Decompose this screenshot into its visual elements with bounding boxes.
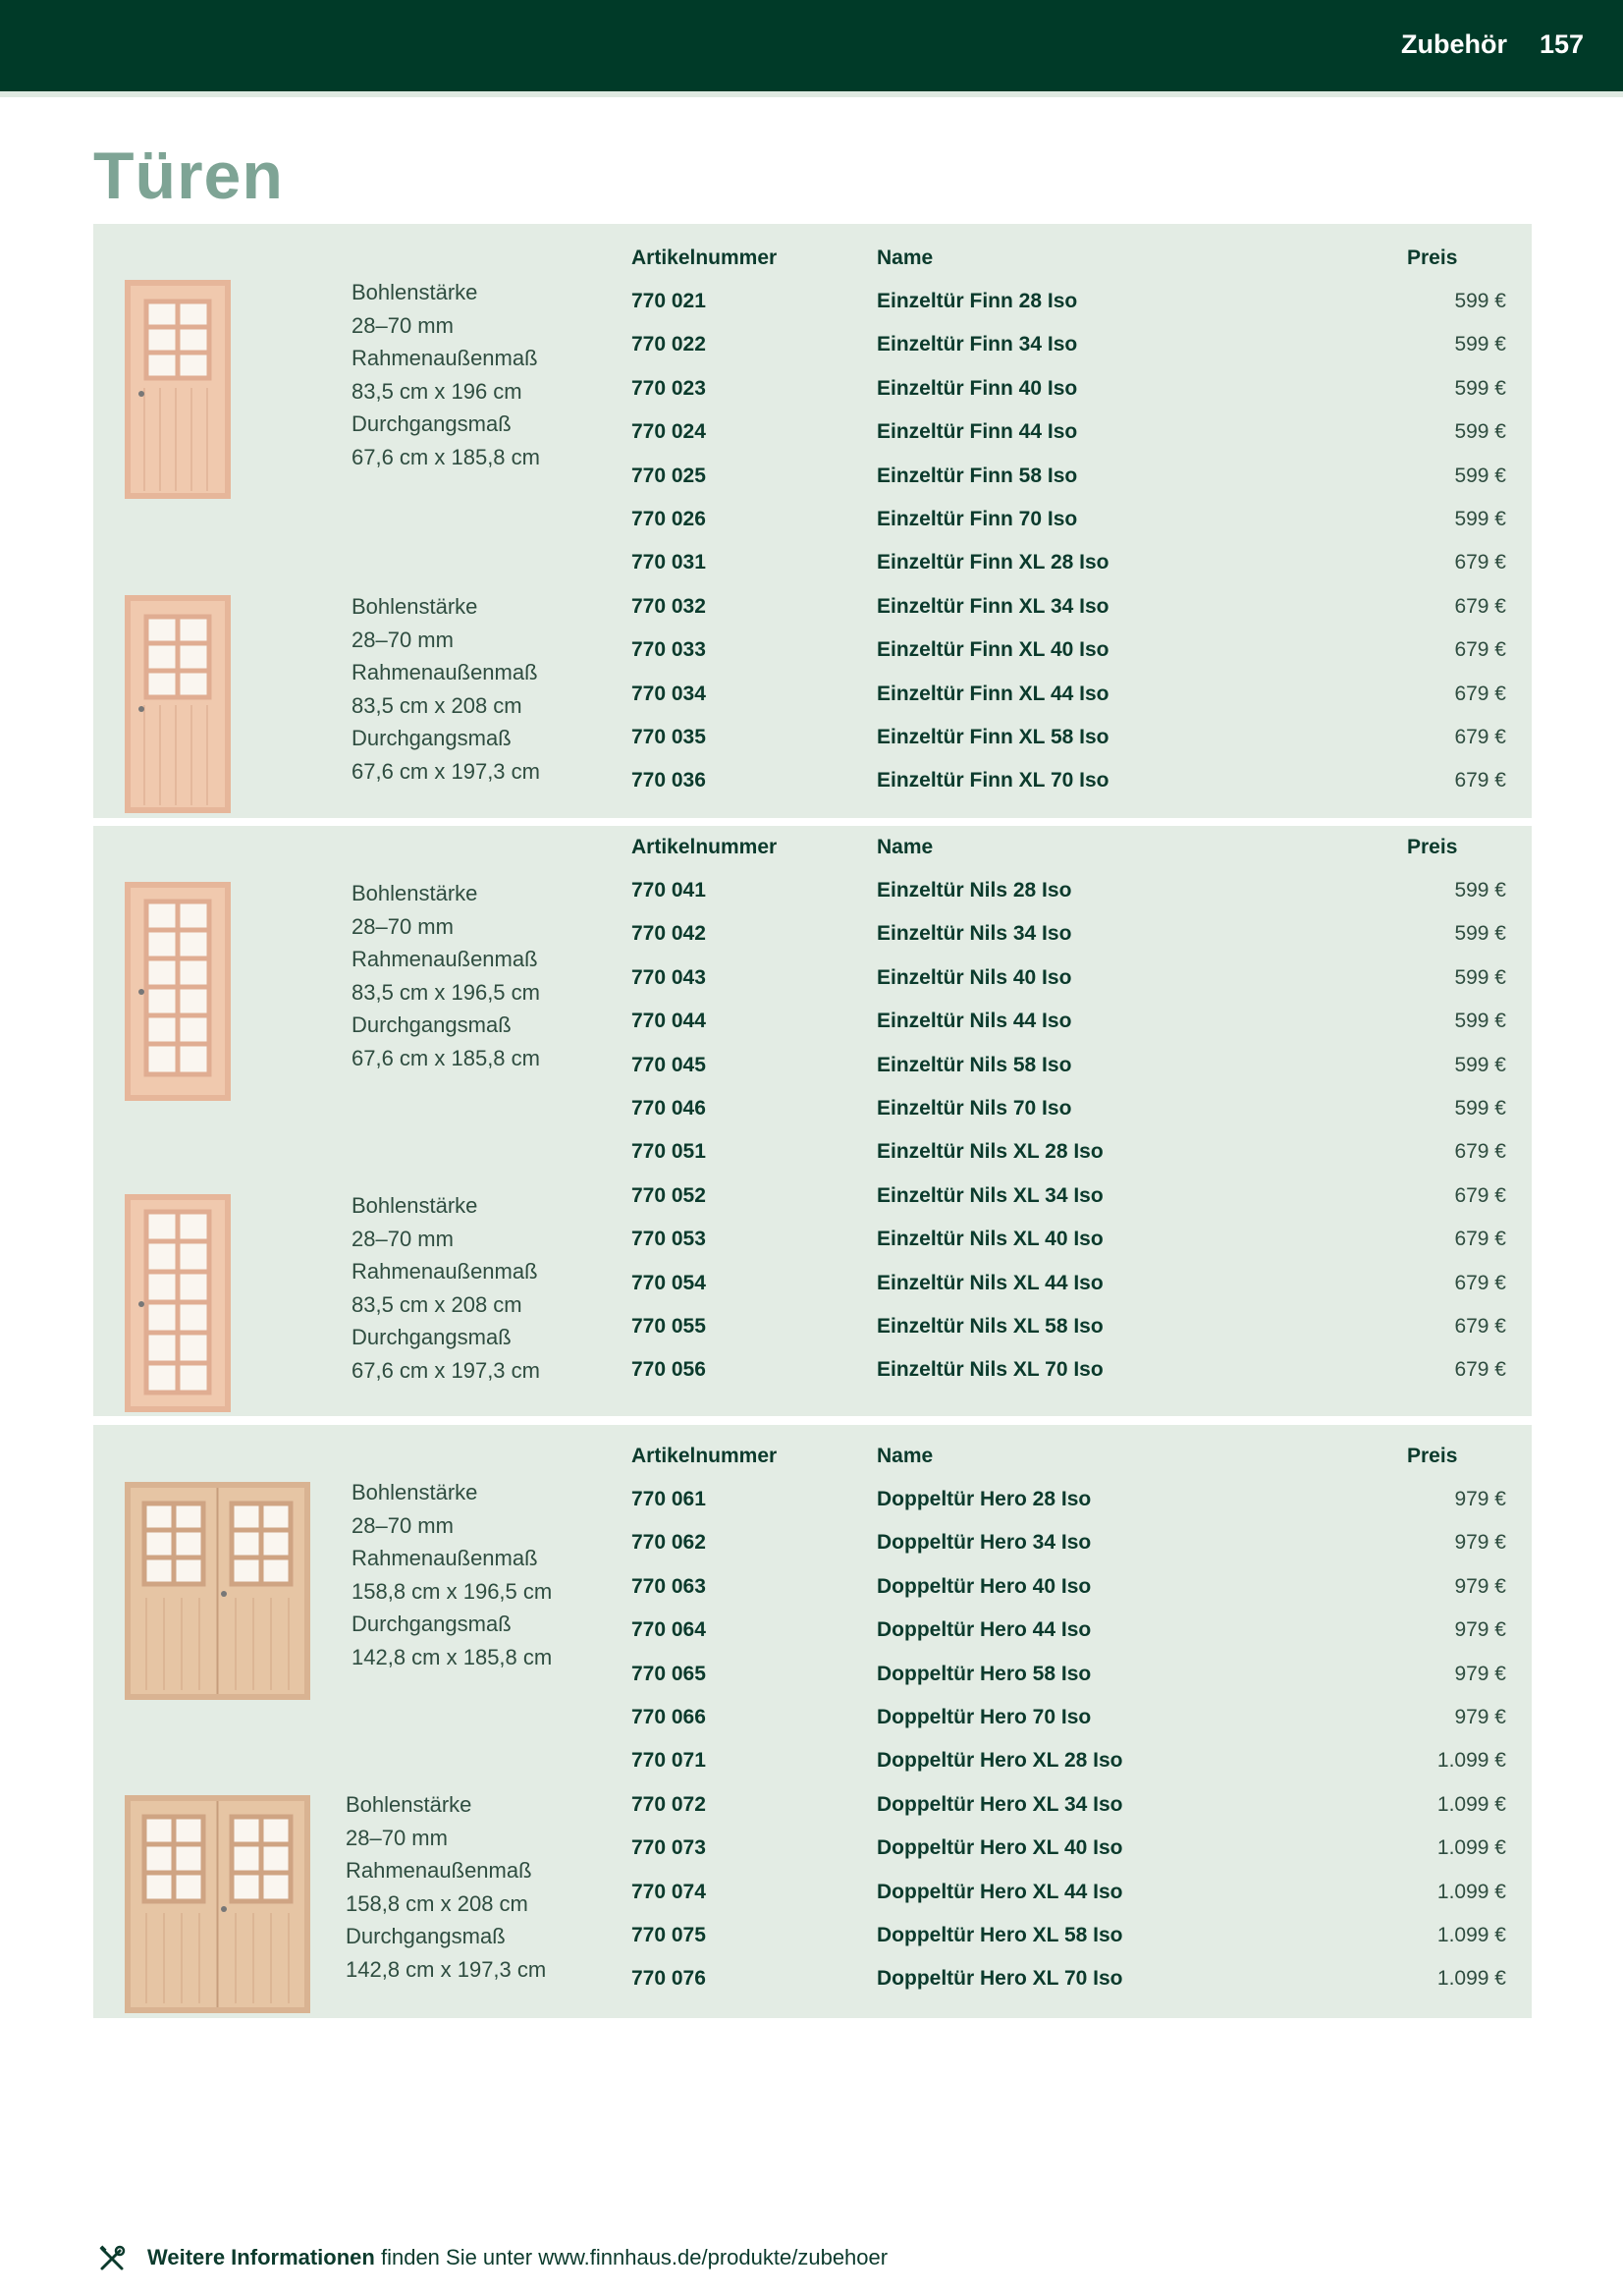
table-row: 770 041 Einzeltür Nils 28 Iso 599 € xyxy=(631,879,1506,902)
header-bar xyxy=(0,0,1623,91)
table-row: 770 072 Doppeltür Hero XL 34 Iso 1.099 € xyxy=(631,1792,1506,1816)
column-header-artikelnummer: Artikelnummer xyxy=(631,836,778,858)
table-row: 770 056 Einzeltür Nils XL 70 Iso 679 € xyxy=(631,1358,1506,1382)
table-row: 770 045 Einzeltür Nils 58 Iso 599 € xyxy=(631,1053,1506,1076)
table-row: 770 023 Einzeltür Finn 40 Iso 599 € xyxy=(631,376,1506,400)
table-row: 770 073 Doppeltür Hero XL 40 Iso 1.099 € xyxy=(631,1836,1506,1860)
page-title: Türen xyxy=(93,138,284,213)
panel-nils xyxy=(93,826,1532,1416)
product-table xyxy=(631,290,1505,813)
spec-block: Bohlenstärke 28–70 mm Rahmenaußenmaß 83,5 cm x 208 cm Durchgangsmaß 67,6 cm x 197,3 cm xyxy=(352,1193,540,1383)
table-row: 770 055 Einzeltür Nils XL 58 Iso 679 € xyxy=(631,1314,1506,1338)
table-row: 770 074 Doppeltür Hero XL 44 Iso 1.099 € xyxy=(631,1880,1506,1903)
door-image-hero xyxy=(125,1482,310,1700)
door-image-nils-xl xyxy=(125,1194,231,1412)
column-header-name: Name xyxy=(877,1445,934,1467)
footer-bold-label: Weitere Informationen xyxy=(147,2245,375,2269)
table-row: 770 035 Einzeltür Finn XL 58 Iso 679 € xyxy=(631,725,1506,748)
spec-block: Bohlenstärke 28–70 mm Rahmenaußenmaß 83,5 cm x 196 cm Durchgangsmaß 67,6 cm x 185,8 cm xyxy=(352,280,540,469)
table-row: 770 051 Einzeltür Nils XL 28 Iso 679 € xyxy=(631,1140,1506,1164)
product-table xyxy=(631,1488,1505,2011)
table-row: 770 033 Einzeltür Finn XL 40 Iso 679 € xyxy=(631,638,1506,662)
column-header-name: Name xyxy=(877,836,934,858)
table-row: 770 063 Doppeltür Hero 40 Iso 979 € xyxy=(631,1574,1506,1598)
footer-link-text[interactable]: finden Sie unter www.finnhaus.de/produkte/zubehoer xyxy=(374,2245,889,2269)
column-header-preis: Preis xyxy=(1407,246,1458,269)
column-header-artikelnummer: Artikelnummer xyxy=(631,246,778,269)
table-row: 770 064 Doppeltür Hero 44 Iso 979 € xyxy=(631,1618,1506,1642)
table-row: 770 022 Einzeltür Finn 34 Iso 599 € xyxy=(631,333,1506,356)
door-image-finn-xl xyxy=(125,595,231,813)
table-row: 770 043 Einzeltür Nils 40 Iso 599 € xyxy=(631,965,1506,989)
table-row: 770 044 Einzeltür Nils 44 Iso 599 € xyxy=(631,1010,1506,1033)
table-row: 770 062 Doppeltür Hero 34 Iso 979 € xyxy=(631,1531,1506,1555)
section-label: Zubehör xyxy=(1401,29,1507,59)
table-row: 770 075 Doppeltür Hero XL 58 Iso 1.099 € xyxy=(631,1923,1506,1946)
table-row: 770 061 Doppeltür Hero 28 Iso 979 € xyxy=(631,1488,1506,1510)
column-header-artikelnummer: Artikelnummer xyxy=(631,1445,778,1467)
table-row: 770 031 Einzeltür Finn XL 28 Iso 679 € xyxy=(631,551,1506,574)
table-row: 770 024 Einzeltür Finn 44 Iso 599 € xyxy=(631,420,1506,444)
table-row: 770 046 Einzeltür Nils 70 Iso 599 € xyxy=(631,1096,1506,1120)
table-row: 770 021 Einzeltür Finn 28 Iso 599 € xyxy=(631,290,1506,312)
panel-finn xyxy=(93,224,1532,818)
spec-block: Bohlenstärke 28–70 mm Rahmenaußenmaß 158,8 cm x 196,5 cm Durchgangsmaß 142,8 cm x 185,8 cm xyxy=(352,1480,553,1669)
panel-hero xyxy=(93,1425,1532,2018)
column-header-preis: Preis xyxy=(1407,836,1458,858)
column-header-name: Name xyxy=(877,246,934,269)
tools-icon xyxy=(98,2245,126,2272)
table-row: 770 034 Einzeltür Finn XL 44 Iso 679 € xyxy=(631,682,1506,705)
spec-block: Bohlenstärke 28–70 mm Rahmenaußenmaß 83,5 cm x 196,5 cm Durchgangsmaß 67,6 cm x 185,8 cm xyxy=(352,881,540,1070)
column-header-preis: Preis xyxy=(1407,1445,1458,1467)
table-row: 770 052 Einzeltür Nils XL 34 Iso 679 € xyxy=(631,1183,1506,1207)
table-row: 770 025 Einzeltür Finn 58 Iso 599 € xyxy=(631,464,1506,487)
spec-block: Bohlenstärke 28–70 mm Rahmenaußenmaß 158,8 cm x 208 cm Durchgangsmaß 142,8 cm x 197,3 cm xyxy=(346,1792,547,1982)
door-image-nils xyxy=(125,882,231,1101)
table-row: 770 076 Doppeltür Hero XL 70 Iso 1.099 € xyxy=(631,1967,1506,1991)
footer-text xyxy=(147,2245,888,2270)
table-row: 770 036 Einzeltür Finn XL 70 Iso 679 € xyxy=(631,769,1506,793)
table-row: 770 054 Einzeltür Nils XL 44 Iso 679 € xyxy=(631,1271,1506,1294)
spec-block: Bohlenstärke 28–70 mm Rahmenaußenmaß 83,5 cm x 208 cm Durchgangsmaß 67,6 cm x 197,3 cm xyxy=(352,594,540,784)
product-table xyxy=(631,879,1505,1402)
page-number: 157 xyxy=(1539,29,1584,59)
table-row: 770 065 Doppeltür Hero 58 Iso 979 € xyxy=(631,1662,1506,1685)
header-divider xyxy=(0,91,1623,97)
table-row: 770 026 Einzeltür Finn 70 Iso 599 € xyxy=(631,507,1506,530)
table-row: 770 053 Einzeltür Nils XL 40 Iso 679 € xyxy=(631,1228,1506,1251)
table-row: 770 066 Doppeltür Hero 70 Iso 979 € xyxy=(631,1705,1506,1728)
table-row: 770 032 Einzeltür Finn XL 34 Iso 679 € xyxy=(631,594,1506,618)
door-image-hero-xl xyxy=(125,1795,310,2013)
door-image-finn xyxy=(125,280,231,499)
table-row: 770 071 Doppeltür Hero XL 28 Iso 1.099 € xyxy=(631,1749,1506,1773)
table-row: 770 042 Einzeltür Nils 34 Iso 599 € xyxy=(631,922,1506,946)
